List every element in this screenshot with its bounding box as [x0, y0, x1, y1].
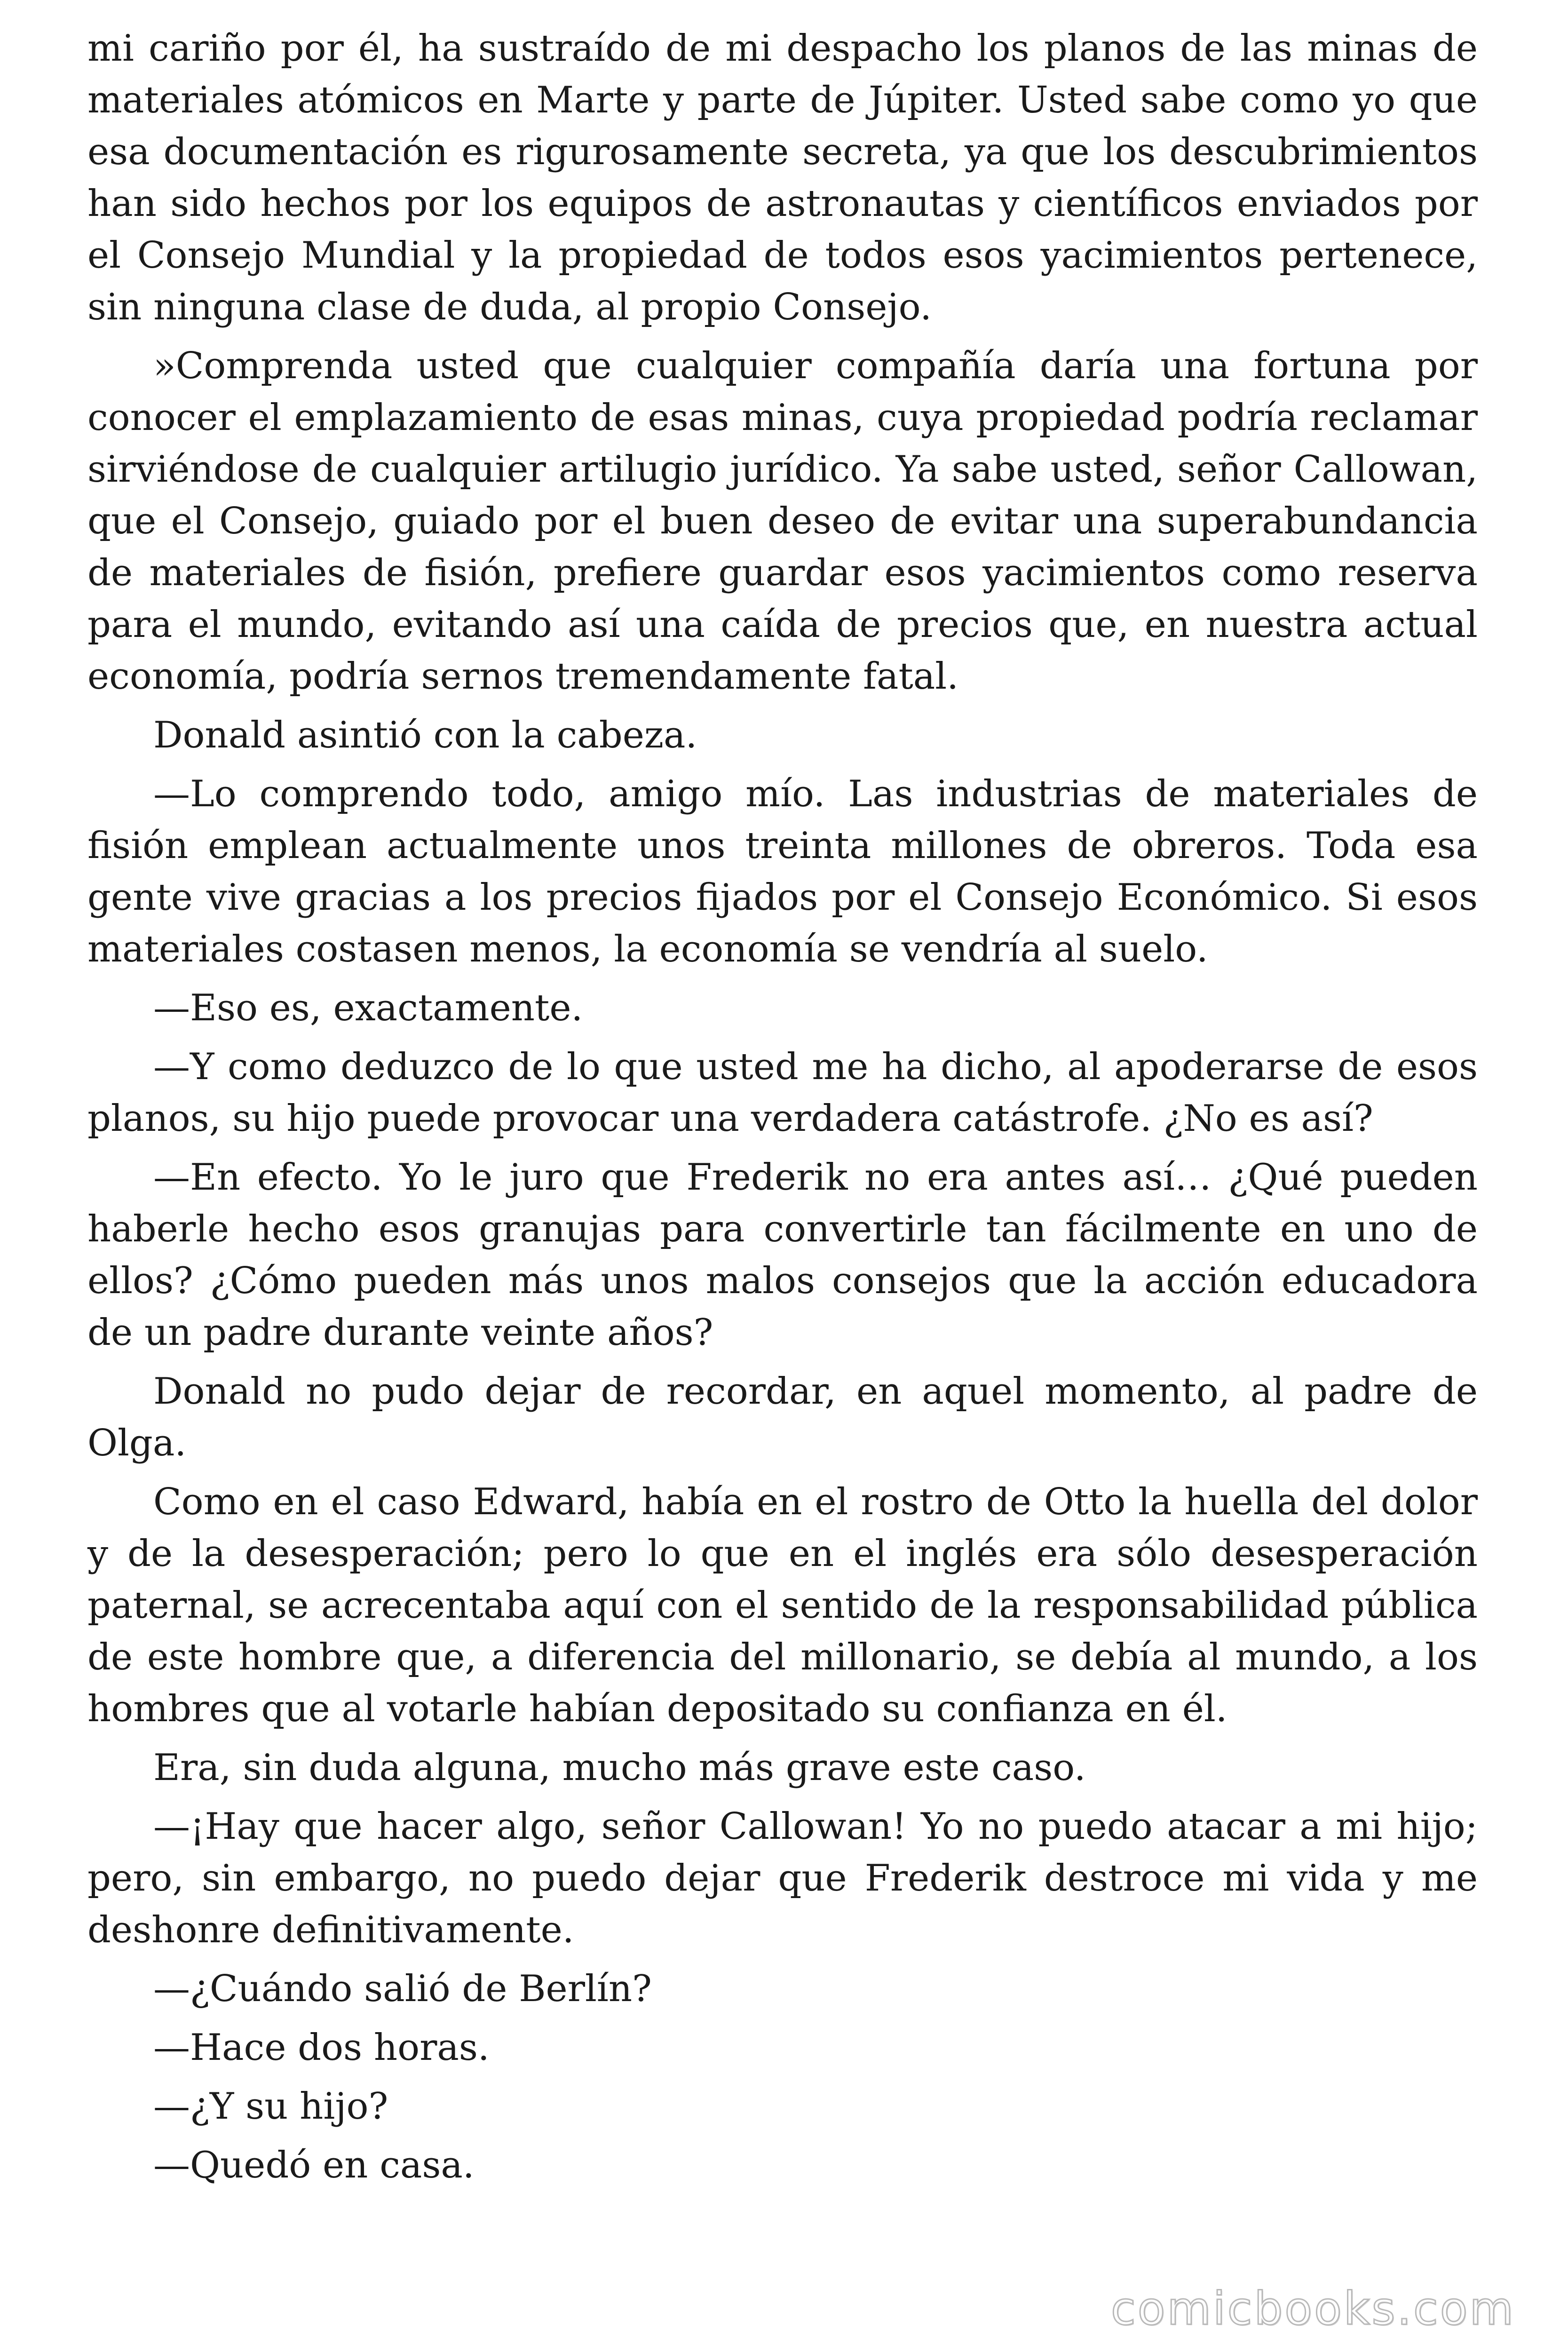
paragraph-3: Donald asintió con la cabeza. — [153, 714, 697, 756]
watermark: comicbooks.com — [1110, 2282, 1515, 2335]
paragraph-7: —En efecto. Yo le juro que Frederik no era antes así… ¿Qué pueden haberle hecho esos granujas para convertirle tan fácilmente en uno de ellos? ¿Cómo pueden más unos malos consejos que la acción educadora de un padre durante veinte años? — [87, 1156, 1478, 1354]
paragraph-6: —Y como deduzco de lo que usted me ha dicho, al apoderarse de esos planos, su hijo puede provocar una verdadera catástrofe. ¿No es así? — [87, 1046, 1478, 1140]
paragraph-14: —¿Y su hijo? — [153, 2085, 388, 2128]
paragraph-2: »Comprenda usted que cualquier compañía daría una fortuna por conocer el emplazamiento de esas minas, cuya propiedad podría reclamar sirviéndose de cualquier artilugio jurídico. Ya sabe usted, señor Callowan, que el Consejo, guiado por el buen deseo de evitar una superabundancia de materiales de fisión, prefiere guardar esos yacimientos como reserva para el mundo, evitando así una caída de precios que, en nuestra actual economía, podría sernos tremendamente fatal. — [87, 345, 1478, 698]
paragraph-10: Era, sin duda alguna, mucho más grave este caso. — [153, 1747, 1086, 1789]
paragraph-1: mi cariño por él, ha sustraído de mi despacho los planos de las minas de materiales atómicos en Marte y parte de Júpiter. Usted sabe como yo que esa documentación es rigurosamente secreta, ya que los descubrimientos han sido hechos por los equipos de astronautas y científicos enviados por el Consejo Mundial y la propiedad de todos esos yacimientos pertenece, sin ninguna clase de duda, al propio Consejo. — [87, 27, 1478, 328]
paragraph-8: Donald no pudo dejar de recordar, en aquel momento, al padre de Olga. — [87, 1370, 1478, 1464]
paragraph-5: —Eso es, exactamente. — [153, 987, 583, 1029]
paragraph-9: Como en el caso Edward, había en el rostro de Otto la huella del dolor y de la desesperación; pero lo que en el inglés era sólo desesperación paternal, se acrecentaba aquí con el sentido de la responsabilidad pública de este hombre que, a diferencia del millonario, se debía al mundo, a los hombres que al votarle habían depositado su confianza en él. — [87, 1481, 1478, 1730]
paragraph-13: —Hace dos horas. — [153, 2026, 490, 2069]
paragraph-11: —¡Hay que hacer algo, señor Callowan! Yo no puedo atacar a mi hijo; pero, sin embargo, no puedo dejar que Frederik destroce mi vida y me deshonre definitivamente. — [87, 1805, 1478, 1951]
paragraph-15: —Quedó en casa. — [153, 2144, 475, 2186]
page-text — [87, 23, 1478, 2198]
paragraph-12: —¿Cuándo salió de Berlín? — [153, 1968, 652, 2010]
paragraph-4: —Lo comprendo todo, amigo mío. Las industrias de materiales de fisión emplean actualmente unos treinta millones de obreros. Toda esa gente vive gracias a los precios fijados por el Consejo Económico. Si esos materiales costasen menos, la economía se vendría al suelo. — [87, 773, 1478, 970]
